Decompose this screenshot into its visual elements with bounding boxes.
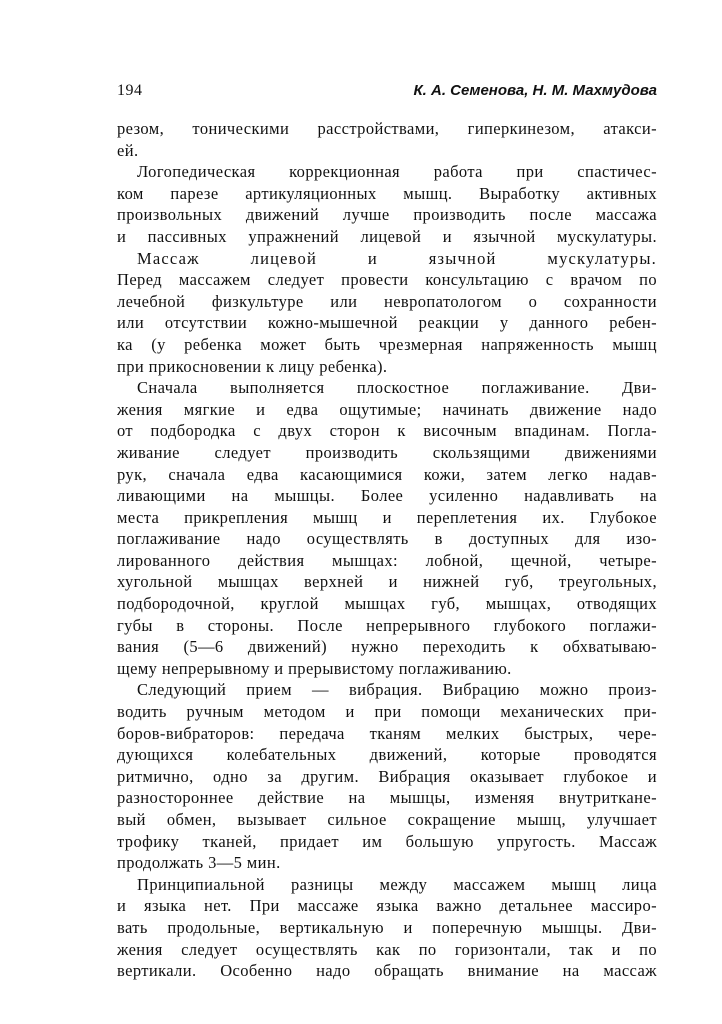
text-line: поглаживание надо осуществлять в доступных для изо- [117, 529, 657, 549]
text-line: вертикали. Особенно надо обращать внимание на массаж [117, 961, 657, 981]
page-number: 194 [117, 82, 143, 99]
section-heading-line: Массаж лицевой и язычной мускулатуры. [137, 248, 657, 268]
text-line: водить ручным методом и при помощи механических при- [117, 702, 657, 722]
text-line: продолжать 3—5 мин. [117, 853, 281, 873]
paragraph [117, 118, 657, 161]
page-header [117, 82, 657, 104]
text-line: хугольной мышцах верхней и нижней губ, треугольных, [117, 572, 657, 592]
text-line: разностороннее действие на мышцы, изменяя внутриткане- [117, 788, 657, 808]
text-line: ком парезе артикуляционных мышц. Выработку активных [117, 183, 657, 203]
text-line: ливающими на мышцы. Более усиленно надавливать на [117, 486, 657, 506]
text-line: щему непрерывному и прерывистому поглаживанию. [117, 658, 512, 678]
text-line: жения мягкие и едва ощутимые; начинать движение надо [117, 399, 657, 419]
text-line: резом, тоническими расстройствами, гиперкинезом, атакси- [117, 119, 657, 138]
text-line: ей. [117, 140, 139, 160]
text-line: места прикрепления мышц и переплетения их. Глубокое [117, 507, 657, 527]
text-line: ритмично, одно за другим. Вибрация оказывает глубокое и [117, 766, 657, 786]
text-line: лечебной физкультуре или невропатологом о сохранности [117, 291, 657, 311]
running-head-authors: К. А. Семенова, Н. М. Махмудова [413, 82, 657, 99]
text-line: Принципиальной разницы между массажем мышц лица [137, 874, 657, 894]
text-line: и языка нет. При массаже языка важно детальнее массиро- [117, 896, 657, 916]
text-line: от подбородка с двух сторон к височным впадинам. Погла- [117, 421, 657, 441]
paragraph [117, 679, 657, 873]
text-line: или отсутствии кожно-мышечной реакции у данного ребен- [117, 313, 657, 333]
text-line: Следующий прием — вибрация. Вибрацию можно произ- [137, 680, 657, 700]
text-line: Перед массажем следует провести консультацию с врачом по [117, 270, 657, 290]
text-line: при прикосновении к лицу ребенка). [117, 356, 388, 376]
text-line: трофику тканей, придает им большую упругость. Массаж [117, 831, 657, 851]
text-line: рук, сначала едва касающимися кожи, затем легко надав- [117, 464, 657, 484]
text-line: Сначала выполняется плоскостное поглаживание. Дви- [137, 378, 657, 398]
text-line: произвольных движений лучше производить после массажа [117, 205, 657, 225]
body-text [117, 118, 657, 982]
paragraph [117, 161, 657, 247]
paragraph [117, 248, 657, 378]
text-line: Логопедическая коррекционная работа при спастичес- [137, 162, 657, 182]
text-line: ка (у ребенка может быть чрезмерная напряженность мышц [117, 334, 657, 354]
text-line: губы в стороны. После непрерывного глубокого поглажи- [117, 615, 657, 635]
text-line: вать продольные, вертикальную и поперечную мышцы. Дви- [117, 917, 657, 937]
text-line: боров-вибраторов: передача тканям мелких быстрых, чере- [117, 723, 657, 743]
paragraph [117, 874, 657, 982]
text-line: вания (5—6 движений) нужно переходить к обхватываю- [117, 637, 657, 657]
text-line: и пассивных упражнений лицевой и язычной мускулатуры. [117, 226, 657, 246]
text-line: вый обмен, вызывает сильное сокращение мышц, улучшает [117, 810, 657, 829]
text-line: лированного действия мышцах: лобной, щечной, четыре- [117, 550, 657, 570]
text-line: живание следует производить скользящими движениями [117, 442, 657, 462]
text-line: жения следует осуществлять как по горизонтали, так и по [117, 939, 657, 959]
text-line: дующихся колебательных движений, которые проводятся [117, 745, 657, 765]
paragraph [117, 377, 657, 679]
text-line: подбородочной, круглой мышцах губ, мышцах, отводящих [117, 594, 657, 614]
